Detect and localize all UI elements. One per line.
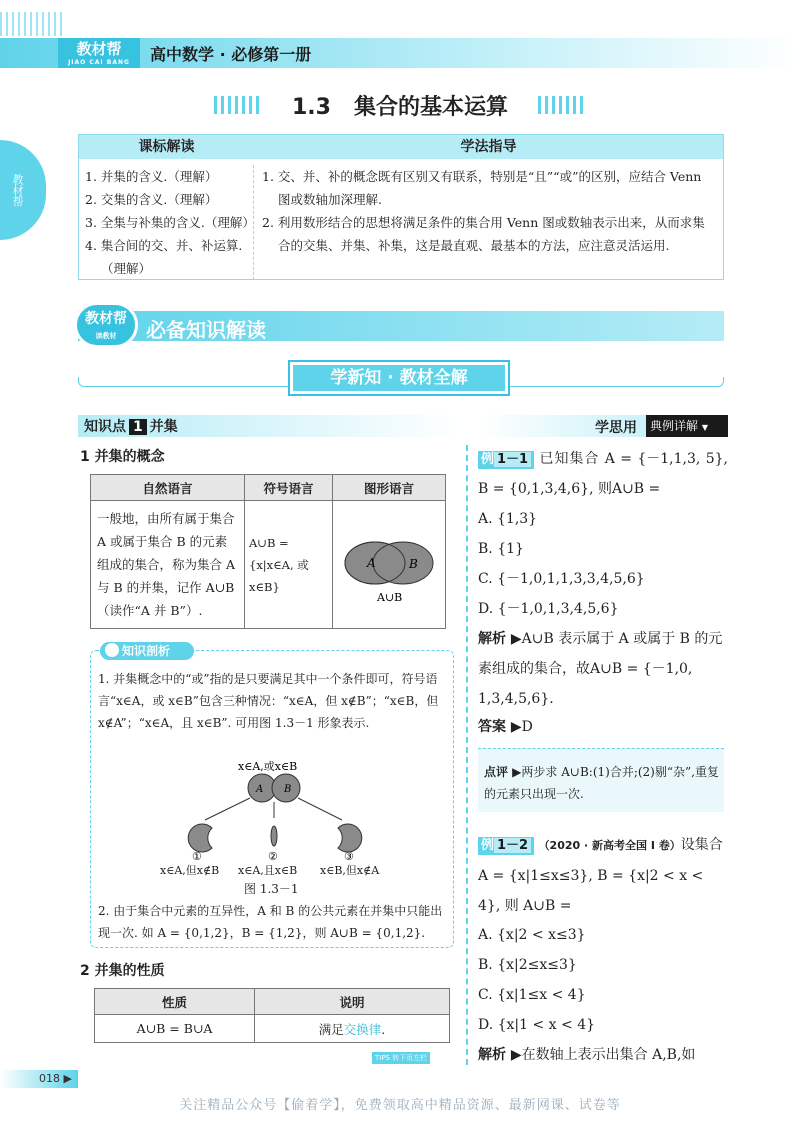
intro-right-head: 学法指导 [460,139,517,155]
example-2-option-d: D. {x|1 < x < 4} [478,1017,596,1033]
example-1-review-label: 点评 ▶ [484,765,522,779]
intro-right-item: 2. 利用数形结合的思想将满足条件的集合用 Venn 图或数轴表示出来，从而求集合的交集、并集、补集，这是最直观、最基本的方法，应注意灵活运用. [262,215,705,253]
intro-left-item: 1. 并集的含义.（理解） [85,169,218,184]
brand-logo-text: 教材帮 [76,40,122,58]
column-divider [466,445,468,1065]
property-formula: A∪B = B∪A [95,1015,255,1043]
intro-left-list [79,165,254,280]
intro-right-list [254,165,723,280]
fig-case3-label: x∈B,但x∉A [320,864,380,877]
fig-label-b: B [284,784,292,795]
banner-badge-sub: 读教材 [95,332,117,340]
banner-title: 必备知识解读 [146,318,266,342]
example-1-review-text: 两步求 A∪B:(1)合并;(2)剔“杂”,重复的元素只出现一次. [484,765,719,801]
fig-case1-label: x∈A,但x∉B [160,864,220,877]
example-1-option-b: B. {1} [478,541,524,557]
xsy-tag-text: 典例详解 [650,419,699,433]
figure-caption: 图 1.3－1 [244,882,299,896]
intro-body [79,159,723,280]
section-title [0,90,800,121]
example-1-tag-label: 例 [481,452,495,467]
example-2-analysis [478,1040,728,1070]
concept-heading: 1 并集的概念 [80,449,165,465]
example-2-option-a: A. {x|2 < x≤3} [478,927,586,943]
banner-badge-main: 教材帮 [85,311,127,327]
intro-left-item: 4. 集合间的交、并、补运算.（理解） [85,238,243,276]
col-symbol: 符号语言 [245,475,333,501]
example-1-answer [478,712,728,742]
example-2-tag [478,837,534,855]
example-1-tag-num: 1－1 [494,452,531,467]
example-1-question [478,444,728,504]
property-desc-suffix: . [381,1021,386,1037]
fig-top-label: x∈A,或x∈B [238,760,298,773]
intro-left-item: 3. 全集与补集的含义.（理解） [85,215,255,230]
union-venn-diagram [333,513,445,613]
triangle-down-icon: ▼ [701,423,708,432]
venn-caption: A∪B [377,591,403,604]
fig-case2-shape [271,826,277,846]
example-1-option-d: D. {－1,0,1,3,4,5,6} [478,601,619,617]
example-2-question [478,830,728,921]
fig-case3-num: ③ [344,850,354,863]
arrow-right-icon: ▶ [63,1072,72,1085]
example-2-analysis-label: 解析 ▶ [478,1047,522,1063]
intro-box [78,134,724,280]
sub-banner [288,360,510,396]
section-number: 1.3 [292,95,331,120]
example-2-source: （2020 · 新高考全国 Ⅰ 卷） [538,839,681,852]
intro-right-item: 1. 交、并、补的概念既有区别又有联系，特别是“且”“或”的区别，应结合 Venn 图或数轴加深理解. [262,169,702,207]
property-table [94,988,450,1043]
xsy-label: 学思用 [595,420,637,436]
example-1-answer-text: D [521,719,533,735]
example-1-option-a: A. {1,3} [478,511,538,527]
example-1-analysis [478,624,728,714]
example-1-question-text: 已知集合 A = {－1,1,3, 5}, B = {0,1,3,4,6}, 则A∪B = [478,451,728,497]
example-2-option-c: C. {x|1≤x < 4} [478,987,586,1003]
fig-case3-shape [338,824,362,852]
fig-case2-label: x∈A,且x∈B [238,864,298,877]
property-desc-key: 交换律 [343,1021,382,1037]
venn-set-b [373,542,433,584]
tips-badge: TIPS 转下页左栏 [372,1052,430,1064]
book-title: 高中数学 · 必修第一册 [150,45,312,64]
natural-language-cell: 一般地，由所有属于集合 A 或属于集合 B 的元素组成的集合，称为集合 A 与 B 的并集，记作 A∪B（读作“A 并 B”）. [91,501,245,629]
venn-label-a: A [367,556,376,570]
example-2-analysis-text: 在数轴上表示出集合 A,B,如 [521,1047,696,1063]
example-1-answer-label: 答案 ▶ [478,719,522,735]
property-heading: 2 并集的性质 [80,963,165,979]
xsy-tag [646,415,728,437]
example-2-tag-num: 1－2 [494,838,531,853]
side-tab: 教材帮 [0,140,46,240]
page-number-text: 018 [39,1072,61,1085]
banner-badge [74,302,138,348]
kp-number: 1 [129,419,147,435]
fig-case1-num: ① [192,850,202,863]
example-2-option-b: B. {x|2≤x≤3} [478,957,577,973]
page-number [0,1070,78,1088]
arrow-right [298,798,342,820]
example-1-tag [478,451,534,469]
analysis-point-2: 2. 由于集合中元素的互异性，A 和 B 的公共元素在并集中只能出现一次. 如 A = {0,1,2}，B = {1,2}，则 A∪B = {0,1,2}. [98,904,443,940]
fig-case2-num: ② [268,850,278,863]
knowledge-point-label [84,416,178,436]
example-2-tag-label: 例 [481,838,495,853]
fig-label-a: A [256,784,264,795]
col-natural: 自然语言 [91,475,245,501]
property-desc [255,1015,450,1043]
example-1-analysis-text: A∪B 表示属于 A 或属于 B 的元素组成的集合，故A∪B = {－1,0, 1,3,4,5,6}. [478,631,723,707]
intro-left-item: 2. 交集的含义.（理解） [85,192,218,207]
section-name: 集合的基本运算 [353,95,508,120]
intro-left-head: 课标解读 [138,139,195,155]
intro-header [79,135,723,159]
property-col-1: 性质 [95,989,255,1015]
header-stripes [0,12,62,36]
example-1-analysis-label: 解析 ▶ [478,631,522,647]
kp-prefix: 知识点 [84,419,126,435]
bulb-icon [105,643,119,657]
footer-note: 关注精品公众号【偷着学】，免费领取高中精品资源、最新网课、试卷等 [179,1098,621,1113]
property-col-2: 说明 [255,989,450,1015]
example-1-option-c: C. {－1,0,1,1,3,3,4,5,6} [478,571,645,587]
col-graph: 图形语言 [333,475,446,501]
graph-language-cell [333,501,446,629]
concept-table [90,474,446,629]
symbol-language-cell: A∪B = {x|x∈A, 或x∈B} [245,501,333,629]
analysis-tag [100,642,194,660]
fig-case1-shape [188,824,212,852]
union-cases-figure [150,758,400,878]
example-1-review [478,748,724,812]
sub-banner-text: 学新知 · 教材全解 [293,365,505,391]
property-desc-prefix: 满足 [318,1021,344,1037]
kp-title: 并集 [149,419,178,435]
brand-logo-sub: JIAO CAI BANG [68,59,130,66]
arrow-left [205,798,250,820]
analysis-tag-text: 知识剖析 [122,644,171,658]
analysis-point-1: 1. 并集概念中的“或”指的是只要满足其中一个条件即可，符号语言“x∈A，或 x∈B”包含三种情况：“x∈A，但 x∉B”；“x∈B，但 x∉A”；“x∈A，且 x∈B”. 可用图 1.3－1 形象表示. [98,672,439,730]
example-2-question-text: 设集合 A = {x|1≤x≤3}, B = {x|2 < x < 4}, 则 A∪B = [478,837,723,914]
brand-logo [58,38,140,68]
venn-label-b: B [409,557,418,571]
